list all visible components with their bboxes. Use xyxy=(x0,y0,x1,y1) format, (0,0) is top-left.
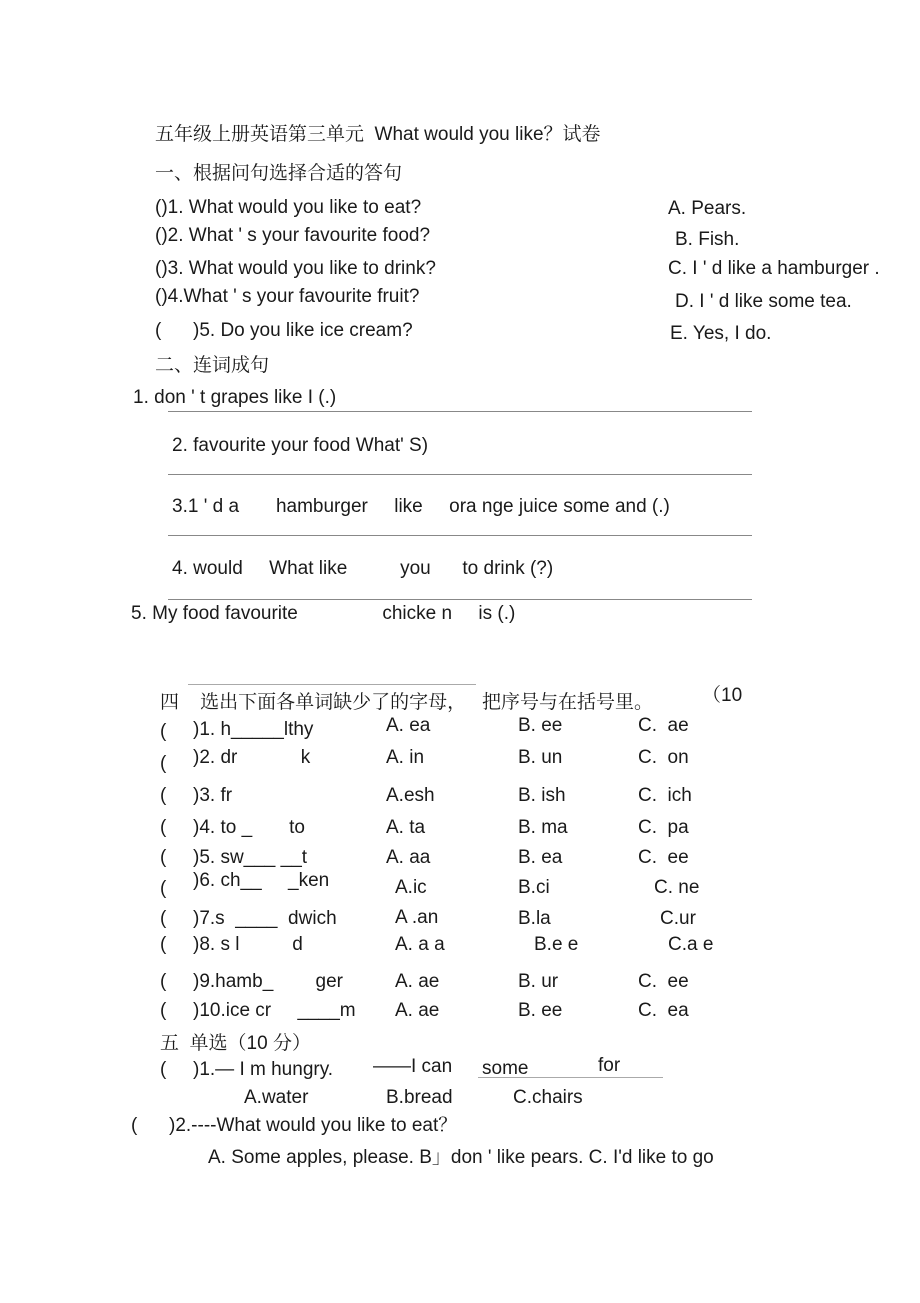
section5-heading: 五 单选（10 分） xyxy=(160,1033,311,1054)
s5-q1-reply: ——I can xyxy=(373,1056,453,1077)
s4-word: )3. fr xyxy=(193,785,233,806)
option-b: B.ci xyxy=(518,877,550,898)
option-a: A .an xyxy=(395,907,439,928)
section4-heading: 四 选出下面各单词缺少了的字母， 把序号与在括号里。 xyxy=(160,692,653,713)
divider-line xyxy=(188,684,476,685)
option-b: B. ea xyxy=(518,847,563,868)
answer-line xyxy=(168,411,752,412)
s4-word: )9.hamb_ ger xyxy=(193,971,343,992)
s4-word: )7.s ____ dwich xyxy=(193,908,337,929)
page-title: 五年级上册英语第三单元 What would you like？试卷 xyxy=(155,124,601,145)
s4-word: )5. sw___ __t xyxy=(193,847,308,868)
s1-question-3: ()3. What would you like to drink? xyxy=(155,258,436,279)
s1-question-2: ()2. What ' s your favourite food? xyxy=(155,225,431,246)
s4-word: )1. h_____lthy xyxy=(193,719,314,740)
s2-item-4: 4. would What like you to drink (?) xyxy=(172,558,554,579)
s5-q1-blank-left: some xyxy=(482,1058,529,1079)
s5-q2-stem: ( )2.----What would you like to eat？ xyxy=(131,1115,458,1136)
answer-paren: ( xyxy=(160,847,167,868)
option-c: C. ee xyxy=(638,971,689,992)
section2-heading: 二、连词成句 xyxy=(155,355,270,376)
s1-answer-c: C. I ' d like a hamburger . xyxy=(668,258,880,279)
section4-score-note: （10 xyxy=(702,685,743,706)
option-a: A. in xyxy=(386,747,425,768)
answer-paren: ( xyxy=(160,817,167,838)
option-c: C. ea xyxy=(638,1000,689,1021)
s5-q1-option-b: B.bread xyxy=(386,1087,453,1108)
s2-item-1: 1. don ' t grapes like I (.) xyxy=(133,387,337,408)
s5-q1-option-c: C.chairs xyxy=(513,1087,583,1108)
option-b: B. un xyxy=(518,747,563,768)
s1-question-4: ()4.What ' s your favourite fruit? xyxy=(155,286,420,307)
option-a: A. ta xyxy=(386,817,426,838)
option-b: B. ee xyxy=(518,715,563,736)
s2-item-2: 2. favourite your food What' S) xyxy=(172,435,429,456)
option-a: A. aa xyxy=(386,847,431,868)
s5-q2-options: A. Some apples, please. B」don ' like pears. C. I'd like to go xyxy=(208,1147,714,1168)
option-c: C. pa xyxy=(638,817,689,838)
s4-word: )6. ch__ _ken xyxy=(193,870,330,891)
s2-item-3: 3.1 ' d a hamburger like ora nge juice some and (.) xyxy=(172,496,670,517)
option-b: B. ur xyxy=(518,971,559,992)
option-a: A.ic xyxy=(395,877,427,898)
answer-paren: ( xyxy=(160,753,167,774)
blank-line xyxy=(478,1077,663,1078)
answer-line xyxy=(168,535,752,536)
answer-paren: ( xyxy=(160,971,167,992)
answer-paren: ( xyxy=(160,934,167,955)
answer-paren: ( xyxy=(160,1000,167,1021)
option-b: B.la xyxy=(518,908,551,929)
option-c: C.ur xyxy=(660,908,696,929)
s1-answer-b: B. Fish. xyxy=(675,229,740,250)
option-a: A. ae xyxy=(395,971,440,992)
option-a: A.esh xyxy=(386,785,435,806)
answer-paren: ( xyxy=(160,908,167,929)
option-a: A. ae xyxy=(395,1000,440,1021)
option-c: C. ich xyxy=(638,785,692,806)
option-c: C. on xyxy=(638,747,689,768)
s5-q1-option-a: A.water xyxy=(244,1087,309,1108)
option-b: B. ee xyxy=(518,1000,563,1021)
answer-paren: ( xyxy=(160,1059,167,1080)
answer-line xyxy=(168,599,752,600)
s5-q1-blank-right: for xyxy=(598,1055,621,1076)
option-c: C. ee xyxy=(638,847,689,868)
option-c: C. ne xyxy=(654,877,700,898)
s1-question-1: ()1. What would you like to eat? xyxy=(155,197,422,218)
answer-paren: ( xyxy=(160,878,167,899)
option-b: B.e e xyxy=(534,934,579,955)
option-b: B. ish xyxy=(518,785,566,806)
s4-word: )8. s l d xyxy=(193,934,303,955)
answer-line xyxy=(168,474,752,475)
s5-q1-stem: )1.— I m hungry. xyxy=(193,1059,334,1080)
s1-answer-e: E. Yes, I do. xyxy=(670,323,772,344)
answer-paren: ( xyxy=(160,785,167,806)
option-a: A. ea xyxy=(386,715,431,736)
option-b: B. ma xyxy=(518,817,568,838)
s1-question-5: ( )5. Do you like ice cream? xyxy=(155,320,413,341)
section1-heading: 一、根据问句选择合适的答句 xyxy=(155,163,403,184)
s4-word: )10.ice cr ____m xyxy=(193,1000,356,1021)
s4-word: )4. to _ to xyxy=(193,817,305,838)
option-a: A. a a xyxy=(395,934,445,955)
s2-item-5: 5. My food favourite chicke n is (.) xyxy=(131,603,516,624)
option-c: C. ae xyxy=(638,715,689,736)
option-c: C.a e xyxy=(668,934,714,955)
s1-answer-d: D. I ' d like some tea. xyxy=(675,291,852,312)
s1-answer-a: A. Pears. xyxy=(668,198,747,219)
s4-word: )2. dr k xyxy=(193,747,311,768)
answer-paren: ( xyxy=(160,721,167,742)
